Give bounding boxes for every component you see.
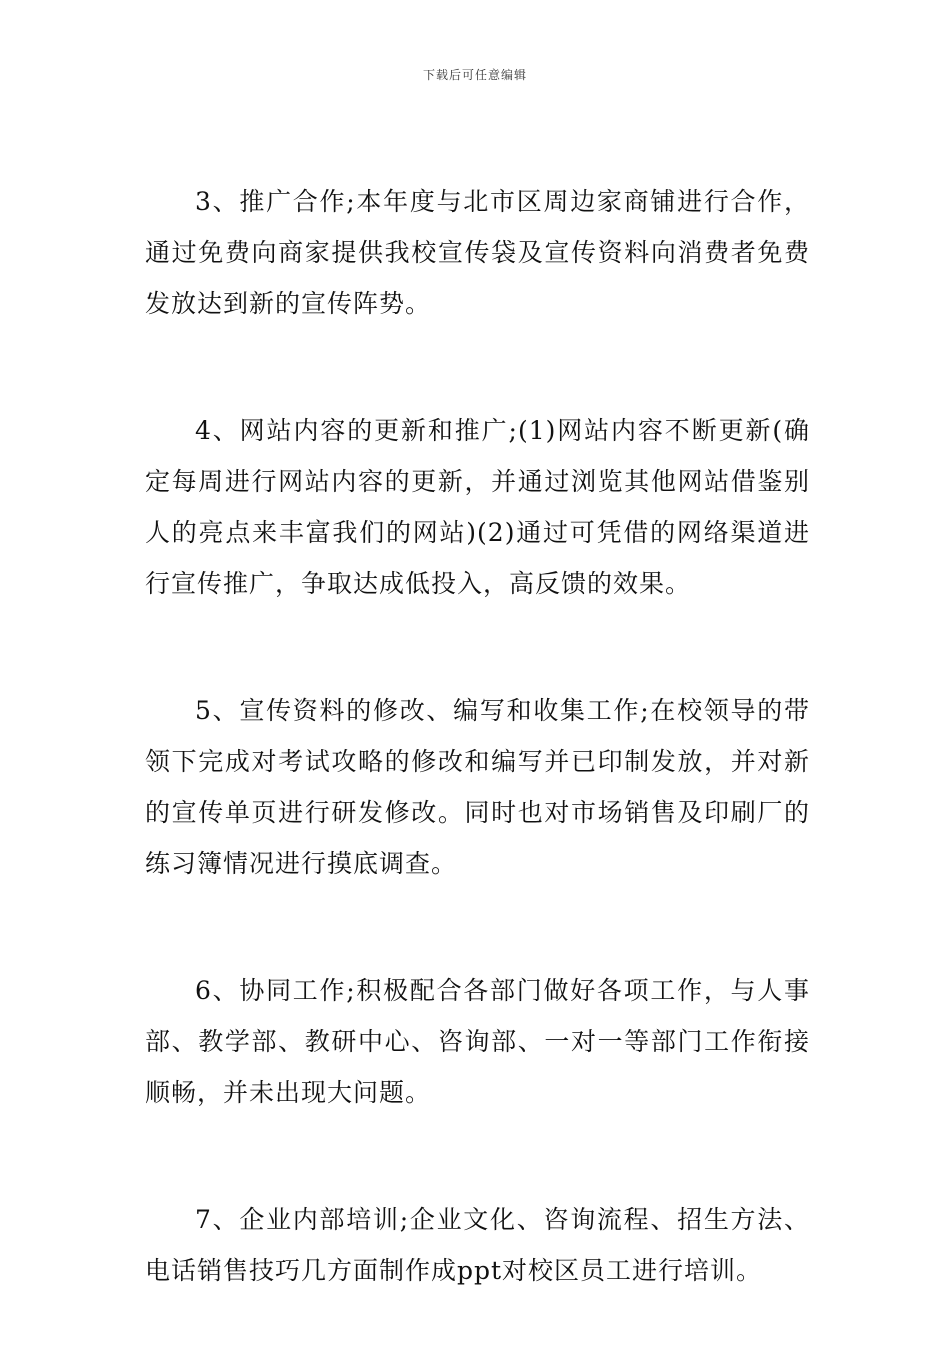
paragraph-item-7: 7、企业内部培训;企业文化、咨询流程、招生方法、电话销售技巧几方面制作成ppt对校区员工进行培训。 bbox=[145, 1205, 810, 1285]
paragraph-item-5: 5、宣传资料的修改、编写和收集工作;在校领导的带领下完成对考试攻略的修改和编写并已印制发放，并对新的宣传单页进行研发修改。同时也对市场销售及印刷厂的练习簿情况进行摸底调查。 bbox=[145, 696, 810, 878]
document-body bbox=[145, 176, 810, 1372]
page-header: 下载后可任意编辑 bbox=[422, 68, 527, 82]
paragraph-item-3: 3、推广合作;本年度与北市区周边家商铺进行合作，通过免费向商家提供我校宣传袋及宣传资料向消费者免费发放达到新的宣传阵势。 bbox=[145, 187, 810, 318]
paragraph-item-6: 6、协同工作;积极配合各部门做好各项工作，与人事部、教学部、教研中心、咨询部、一对一等部门工作衔接顺畅，并未出现大问题。 bbox=[145, 976, 810, 1107]
paragraph-item-4: 4、网站内容的更新和推广;(1)网站内容不断更新(确定每周进行网站内容的更新，并通过浏览其他网站借鉴别人的亮点来丰富我们的网站)(2)通过可凭借的网络渠道进行宣传推广，争取达成低投入，高反馈的效果。 bbox=[145, 416, 810, 598]
